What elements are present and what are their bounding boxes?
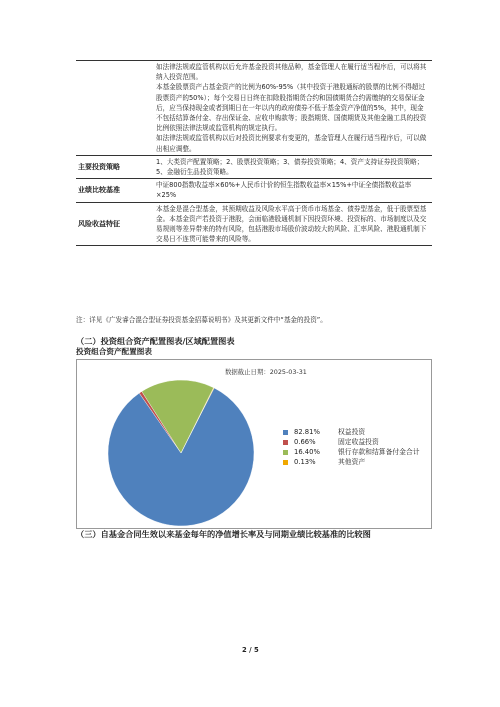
page-number: 2 / 5 <box>242 646 259 654</box>
content-paragraph: 中证800指数收益率×60%+人民币计价的恒生指数收益率×15%+中证全债指数收益率×25% <box>156 181 412 200</box>
legend-value: 16.40% <box>294 448 320 456</box>
row-content <box>154 179 432 202</box>
section-2-subtitle: 投资组合资产配置图表 <box>76 347 152 356</box>
asset-allocation-chart <box>76 359 432 529</box>
legend-item <box>283 457 420 467</box>
section-3-title: （三）自基金合同生效以来基金每年的净值增长率及与同期业绩比较基准的比较图 <box>76 529 371 539</box>
table-row-risk <box>76 202 432 246</box>
table-row-benchmark <box>76 179 432 202</box>
content-paragraph: 如法律法规或监管机构以后对投资比例要求有变更的，基金管理人在履行适当程序后，可以做出相应调整。 <box>156 134 427 153</box>
content-paragraph: 如法律法规或监管机构以后允许基金投资其他品种，基金管理人在履行适当程序后，可以将其纳入投资范围。 <box>156 63 427 82</box>
legend-value: 82.81% <box>294 428 320 436</box>
section-2-title: （二）投资组合资产配置图表/区域配置图表 <box>76 336 235 346</box>
legend-value: 0.66% <box>294 438 316 446</box>
row-label: 主要投资策略 <box>78 162 120 171</box>
content-paragraph: 1、大类资产配置策略；2、股票投资策略；3、债券投资策略；4、资产支持证券投资策略；5、金融衍生品投资策略。 <box>156 157 424 177</box>
row-label: 业绩比较基准 <box>78 186 120 195</box>
table-note: 注：详见《广发睿合混合型证券投资基金招募说明书》及其更新文件中“基金的投资”。 <box>76 316 327 324</box>
table-row-investment-scope <box>76 61 432 156</box>
row-label: 风险收益特征 <box>78 219 120 228</box>
legend-swatch <box>283 430 288 435</box>
legend-item <box>283 447 420 457</box>
table-row-strategy <box>76 155 432 178</box>
content-paragraph: 本基金是混合型基金，其预期收益及风险水平高于货币市场基金、债券型基金，低于股票型基金。本基金资产若投资于港股，会面临港股通机制下因投资环境、投资标的、市场制度以及交易规则等差异带来的特有风险，包括港股市场股价波动较大的风险、汇率风险、港股通机制下交易日不连贯可能带来的风险等。 <box>156 204 427 244</box>
chart-date-label: 数据截止日期：2025-03-31 <box>225 368 307 376</box>
legend-value: 0.13% <box>294 458 316 466</box>
row-content <box>154 61 432 156</box>
legend-label: 其他资产 <box>338 458 366 466</box>
row-content <box>154 202 432 246</box>
legend-item <box>283 427 420 437</box>
legend-label: 固定收益投资 <box>338 438 379 446</box>
fund-info-table <box>76 60 432 246</box>
row-content <box>154 155 432 178</box>
chart-legend <box>283 427 420 467</box>
content-paragraph: 本基金股票资产占基金资产的比例为60%-95%（其中投资于港股通标的股票的比例不得超过股票资产的50%）；每个交易日日终在扣除股指期货合约和国债期货合约需缴纳的交易保证金后，应当保持现金或者到期日在一年以内的政府债券不低于基金资产净值的5%，其中，现金不包括结算备付金、存出保证金、应收申购款等；股指期货、国债期货及其他金融工具的投资比例依照法律法规或监管机构的规定执行。 <box>156 83 427 133</box>
legend-item <box>283 437 420 447</box>
legend-swatch <box>283 440 288 445</box>
legend-label: 银行存款和结算备付金合计 <box>338 448 420 456</box>
legend-label: 权益投资 <box>338 428 366 436</box>
row-label <box>76 61 154 156</box>
legend-swatch <box>283 450 288 455</box>
legend-swatch <box>283 460 288 465</box>
